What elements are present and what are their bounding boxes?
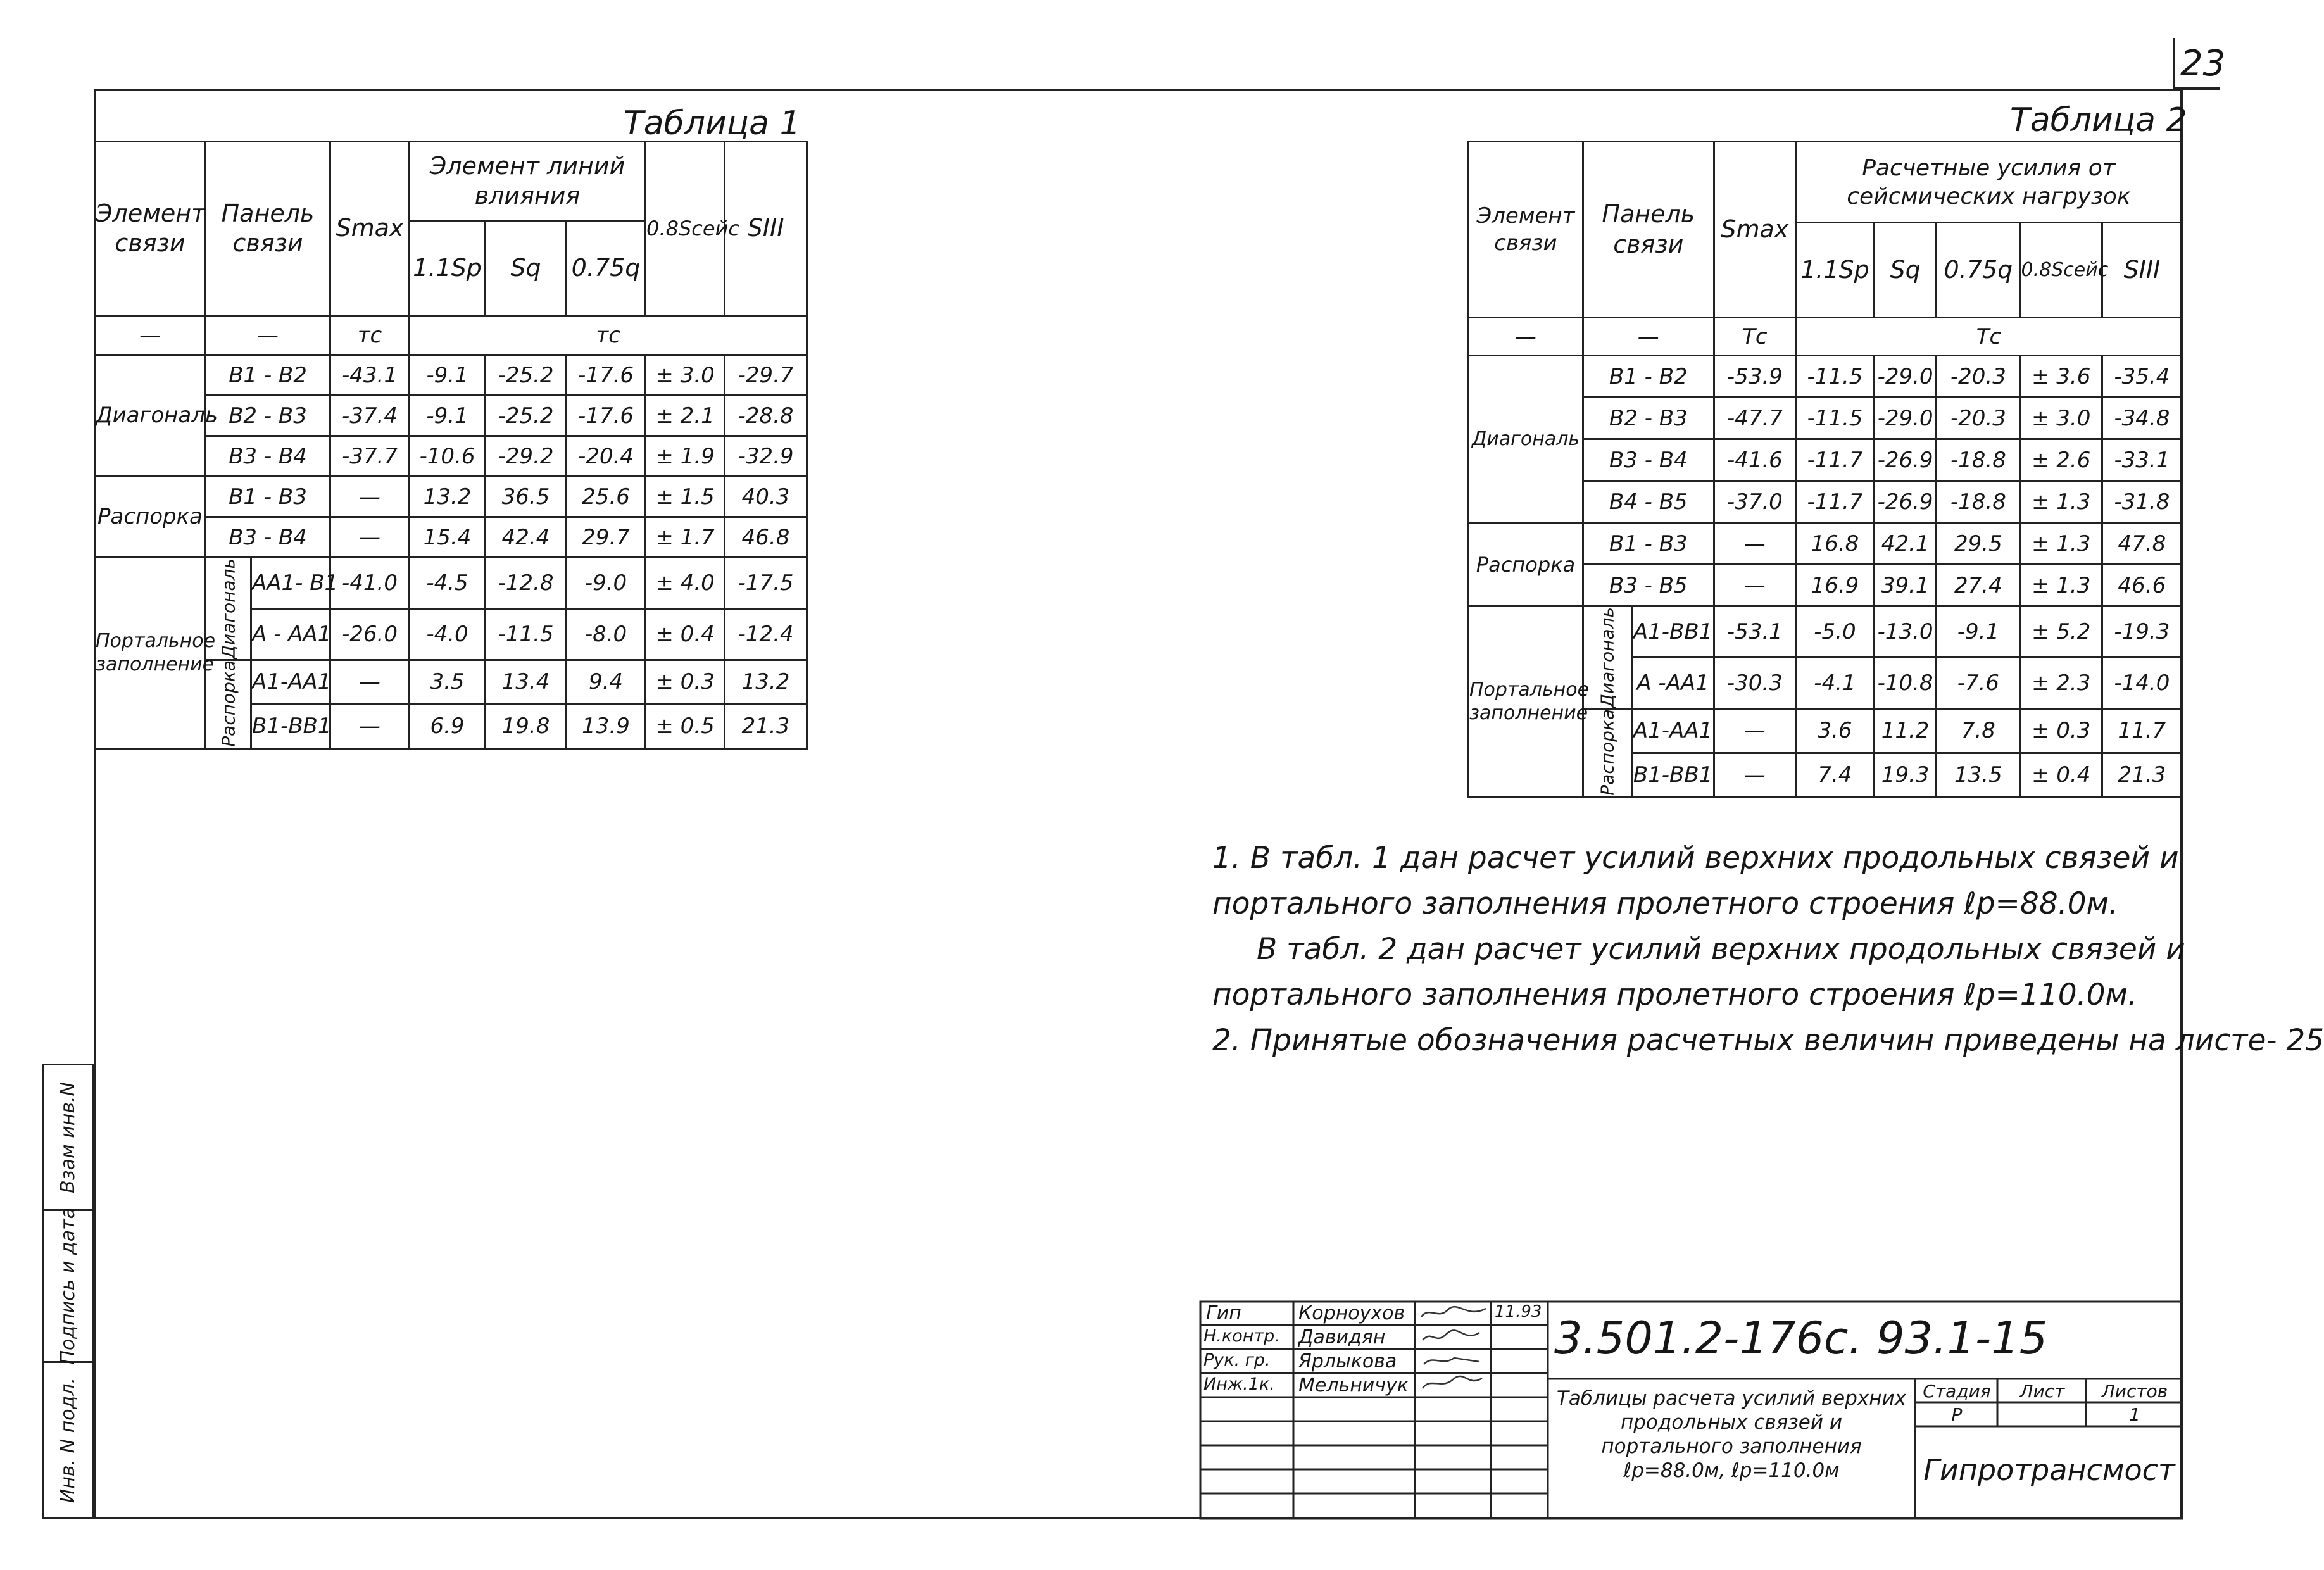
- table-cell: В1 - В2: [206, 355, 330, 396]
- table-cell: -4.0: [410, 608, 486, 660]
- table-cell: -32.9: [725, 436, 807, 477]
- stamp-role: Н.контр.: [1203, 1326, 1280, 1346]
- table-cell: ± 1.3: [2020, 565, 2102, 606]
- side-cell-inv: [44, 1363, 92, 1517]
- t1-group-diag: Диагональ: [95, 355, 206, 477]
- table-cell: 13.5: [1937, 753, 2020, 797]
- document-title: Таблицы расчета усилий верхних продольных связей и портального заполнения ℓp=88.0м, ℓp=110.0м: [1556, 1387, 1907, 1482]
- table-cell: ± 0.5: [646, 704, 725, 748]
- document-code: 3.501.2-176с. 93.1-15: [1554, 1312, 2048, 1364]
- sheets-label: Листов: [2101, 1381, 2168, 1402]
- table-cell: 15.4: [410, 517, 486, 558]
- t1-h-panel: Панель связи: [206, 142, 330, 316]
- table1-caption: Таблица 1: [624, 104, 801, 142]
- table-cell: 6.9: [410, 704, 486, 748]
- t1-subgroup-diag: Диагональ: [206, 558, 251, 660]
- table-cell: 19.3: [1874, 753, 1936, 797]
- table-cell: А - АА1: [251, 608, 330, 660]
- t1-h-element: Элемент связи: [95, 142, 206, 316]
- table-cell: 11.2: [1874, 708, 1936, 753]
- side-label-podpis: Подпись и дата: [56, 1207, 79, 1365]
- table-cell: ± 1.5: [646, 477, 725, 517]
- table-cell: -31.8: [2102, 481, 2182, 523]
- stage-value: Р: [1951, 1404, 1963, 1425]
- table-cell: -10.8: [1874, 657, 1936, 708]
- table-cell: —: [1714, 565, 1795, 606]
- table-cell: 3.5: [410, 660, 486, 704]
- table-cell: -33.1: [2102, 439, 2182, 481]
- t2-h-seismic: Расчетные усилия от сейсмических нагрузок: [1795, 142, 2182, 223]
- t2-group-diag: Диагональ: [1469, 356, 1583, 523]
- table-cell: 29.7: [567, 517, 646, 558]
- table-cell: -17.6: [567, 396, 646, 436]
- table-cell: 25.6: [567, 477, 646, 517]
- table-cell: -29.7: [725, 355, 807, 396]
- table-cell: -20.3: [1937, 356, 2020, 398]
- table-cell: В4 - В5: [1583, 481, 1714, 523]
- t1-h-c3: 0.75q: [567, 221, 646, 316]
- side-label-inv: Инв. N подл.: [56, 1377, 79, 1504]
- title-block: [1200, 1301, 2183, 1519]
- table-cell: -29.2: [486, 436, 567, 477]
- t2-h-c2: Sq: [1874, 223, 1936, 318]
- table2: [1467, 141, 2183, 798]
- table-cell: -11.5: [486, 608, 567, 660]
- t1-unit-element: —: [95, 316, 206, 355]
- table-cell: -29.0: [1874, 398, 1936, 439]
- table-cell: В3 - В4: [206, 436, 330, 477]
- table-cell: ± 4.0: [646, 558, 725, 609]
- table-cell: -4.1: [1795, 657, 1874, 708]
- table-cell: ± 1.3: [2020, 481, 2102, 523]
- table-cell: ± 1.9: [646, 436, 725, 477]
- t2-h-c3: 0.75q: [1937, 223, 2020, 318]
- table-cell: ± 5.2: [2020, 606, 2102, 658]
- table-cell: -20.4: [567, 436, 646, 477]
- table-cell: -4.5: [410, 558, 486, 609]
- table-cell: -9.1: [1937, 606, 2020, 658]
- table-cell: А -АА1: [1632, 657, 1714, 708]
- table-cell: ± 2.3: [2020, 657, 2102, 708]
- table-cell: -17.6: [567, 355, 646, 396]
- table-cell: -9.0: [567, 558, 646, 609]
- table-cell: В3 - В4: [1583, 439, 1714, 481]
- table-cell: 29.5: [1937, 523, 2020, 565]
- table-cell: -17.5: [725, 558, 807, 609]
- table-cell: -26.0: [330, 608, 410, 660]
- note-line: портального заполнения пролетного строения ℓp=88.0м.: [1212, 886, 2118, 921]
- t2-unit-panel: —: [1583, 318, 1714, 356]
- stamp-role: Инж.1к.: [1203, 1374, 1275, 1394]
- table-cell: 42.4: [486, 517, 567, 558]
- table-cell: -9.1: [410, 396, 486, 436]
- table1: [94, 141, 808, 750]
- side-strip: [42, 1064, 94, 1519]
- t2-h-seism: 0.8Sсейс: [2020, 223, 2102, 318]
- table-cell: ± 0.3: [2020, 708, 2102, 753]
- table-cell: ± 0.4: [646, 608, 725, 660]
- table-cell: 7.4: [1795, 753, 1874, 797]
- table-cell: -12.4: [725, 608, 807, 660]
- table-cell: АА1- В1: [251, 558, 330, 609]
- page-number: 23: [2173, 38, 2220, 90]
- table-cell: -11.5: [1795, 398, 1874, 439]
- t1-h-smax: Smax: [330, 142, 410, 316]
- table-cell: -18.8: [1937, 439, 2020, 481]
- table-cell: -34.8: [2102, 398, 2182, 439]
- table-cell: ± 0.3: [646, 660, 725, 704]
- table-cell: -14.0: [2102, 657, 2182, 708]
- table-cell: -43.1: [330, 355, 410, 396]
- table-cell: ± 2.6: [2020, 439, 2102, 481]
- table-cell: 47.8: [2102, 523, 2182, 565]
- table-cell: -41.0: [330, 558, 410, 609]
- table-cell: 9.4: [567, 660, 646, 704]
- table-cell: ± 3.6: [2020, 356, 2102, 398]
- t1-h-c2: Sq: [486, 221, 567, 316]
- table-cell: -28.8: [725, 396, 807, 436]
- table-cell: В3 - В4: [206, 517, 330, 558]
- table-cell: А1-АА1: [251, 660, 330, 704]
- table-cell: ± 1.3: [2020, 523, 2102, 565]
- t1-unit-panel: —: [206, 316, 330, 355]
- table-cell: ± 1.7: [646, 517, 725, 558]
- table-cell: 3.6: [1795, 708, 1874, 753]
- table-cell: 19.8: [486, 704, 567, 748]
- stamp-name: Мельничук: [1298, 1374, 1409, 1397]
- table-cell: —: [330, 517, 410, 558]
- t1-unit-rest: тс: [410, 316, 807, 355]
- table-cell: -41.6: [1714, 439, 1795, 481]
- table-cell: -53.1: [1714, 606, 1795, 658]
- table-cell: В1-ВВ1: [1632, 753, 1714, 797]
- t2-group-strut: Распорка: [1469, 523, 1583, 606]
- table-cell: —: [330, 660, 410, 704]
- table-cell: -37.7: [330, 436, 410, 477]
- t1-h-seism: 0.8Sсейс: [646, 142, 725, 316]
- table-cell: -29.0: [1874, 356, 1936, 398]
- table2-caption: Таблица 2: [2010, 101, 2187, 139]
- table-cell: 13.4: [486, 660, 567, 704]
- stamp-name: Корноухов: [1298, 1302, 1405, 1324]
- side-cell-podpis: [44, 1207, 92, 1365]
- table-cell: В1 - В2: [1583, 356, 1714, 398]
- table-cell: -35.4: [2102, 356, 2182, 398]
- table-cell: 27.4: [1937, 565, 2020, 606]
- stamp-date: 11.93: [1495, 1302, 1542, 1321]
- table-cell: ± 2.1: [646, 396, 725, 436]
- table-cell: ± 3.0: [2020, 398, 2102, 439]
- table-cell: -9.1: [410, 355, 486, 396]
- note-line: 1. В табл. 1 дан расчет усилий верхних продольных связей и: [1212, 841, 2179, 876]
- t2-h-smax: Smax: [1714, 142, 1795, 318]
- table-cell: 13.9: [567, 704, 646, 748]
- table-cell: 7.8: [1937, 708, 2020, 753]
- signatures: [1416, 1301, 1492, 1397]
- table-cell: -10.6: [410, 436, 486, 477]
- table-cell: 16.9: [1795, 565, 1874, 606]
- note-line: В табл. 2 дан расчет усилий верхних продольных связей и: [1257, 932, 2185, 967]
- t1-h-c1: 1.1Sp: [410, 221, 486, 316]
- table-cell: В2 - В3: [206, 396, 330, 436]
- table-cell: -20.3: [1937, 398, 2020, 439]
- table-cell: А1-АА1: [1632, 708, 1714, 753]
- t2-unit-element: —: [1469, 318, 1583, 356]
- table-cell: 46.6: [2102, 565, 2182, 606]
- table-cell: -18.8: [1937, 481, 2020, 523]
- t1-h-influence: Элемент линий влияния: [410, 142, 646, 221]
- note-line: портального заполнения пролетного строения ℓp=110.0м.: [1212, 977, 2137, 1012]
- t2-unit-rest: Тс: [1795, 318, 2182, 356]
- table-cell: 16.8: [1795, 523, 1874, 565]
- table-cell: 21.3: [725, 704, 807, 748]
- table-cell: 11.7: [2102, 708, 2182, 753]
- table-cell: 13.2: [410, 477, 486, 517]
- notes: [1212, 836, 2324, 1064]
- table-cell: -26.9: [1874, 481, 1936, 523]
- t1-unit-smax: тс: [330, 316, 410, 355]
- table-cell: 42.1: [1874, 523, 1936, 565]
- table-cell: -11.7: [1795, 439, 1874, 481]
- table-cell: —: [330, 477, 410, 517]
- table-cell: 40.3: [725, 477, 807, 517]
- side-cell-vzam: [44, 1065, 92, 1211]
- table-cell: -11.5: [1795, 356, 1874, 398]
- table-cell: -8.0: [567, 608, 646, 660]
- t1-group-strut: Распорка: [95, 477, 206, 558]
- table-cell: —: [1714, 753, 1795, 797]
- table-cell: -37.0: [1714, 481, 1795, 523]
- stamp-name: Давидян: [1298, 1326, 1386, 1348]
- table-cell: -25.2: [486, 396, 567, 436]
- table-cell: ± 3.0: [646, 355, 725, 396]
- table-cell: —: [1714, 523, 1795, 565]
- side-label-vzam: Взам инв.N: [56, 1081, 79, 1193]
- stage-label: Стадия: [1923, 1381, 1991, 1402]
- table-cell: В1-ВВ1: [251, 704, 330, 748]
- table-cell: -7.6: [1937, 657, 2020, 708]
- table-cell: -13.0: [1874, 606, 1936, 658]
- t2-h-element: Элемент связи: [1469, 142, 1583, 318]
- t1-subgroup-strut: Распорка: [206, 660, 251, 748]
- table-cell: 46.8: [725, 517, 807, 558]
- table-cell: -47.7: [1714, 398, 1795, 439]
- table-cell: ± 0.4: [2020, 753, 2102, 797]
- table-cell: 36.5: [486, 477, 567, 517]
- stamp-name: Ярлыкова: [1298, 1350, 1397, 1372]
- note-line: 2. Принятые обозначения расчетных величин приведены на листе- 25: [1212, 1023, 2324, 1058]
- t2-h-s3: SIII: [2102, 223, 2182, 318]
- t2-group-portal: Портальное заполнение: [1469, 606, 1583, 798]
- table-cell: -26.9: [1874, 439, 1936, 481]
- table-cell: В2 - В3: [1583, 398, 1714, 439]
- organization: Гипротрансмост: [1923, 1453, 2175, 1487]
- table-cell: В3 - В5: [1583, 565, 1714, 606]
- t1-h-s3: SIII: [725, 142, 807, 316]
- table-cell: -5.0: [1795, 606, 1874, 658]
- table-cell: В1 - В3: [1583, 523, 1714, 565]
- table-cell: -11.7: [1795, 481, 1874, 523]
- table-cell: -12.8: [486, 558, 567, 609]
- table-cell: А1-ВВ1: [1632, 606, 1714, 658]
- table-cell: 13.2: [725, 660, 807, 704]
- table-cell: 39.1: [1874, 565, 1936, 606]
- t1-group-portal: Портальное заполнение: [95, 558, 206, 749]
- table-cell: В1 - В3: [206, 477, 330, 517]
- table-cell: -19.3: [2102, 606, 2182, 658]
- table-cell: —: [1714, 708, 1795, 753]
- table-cell: -30.3: [1714, 657, 1795, 708]
- table-cell: -37.4: [330, 396, 410, 436]
- stamp-role: Гип: [1206, 1302, 1241, 1324]
- sheets-value: 1: [2129, 1404, 2140, 1425]
- table-cell: -53.9: [1714, 356, 1795, 398]
- sheet-label: Лист: [2019, 1381, 2065, 1402]
- stamp-role: Рук. гр.: [1203, 1350, 1271, 1370]
- t2-h-c1: 1.1Sp: [1795, 223, 1874, 318]
- table-cell: 21.3: [2102, 753, 2182, 797]
- table-cell: -25.2: [486, 355, 567, 396]
- table-cell: —: [330, 704, 410, 748]
- t2-subgroup-strut: Распорка: [1583, 708, 1632, 797]
- t2-h-panel: Панель связи: [1583, 142, 1714, 318]
- t2-subgroup-diag: Диагональ: [1583, 606, 1632, 709]
- t2-unit-smax: Тс: [1714, 318, 1795, 356]
